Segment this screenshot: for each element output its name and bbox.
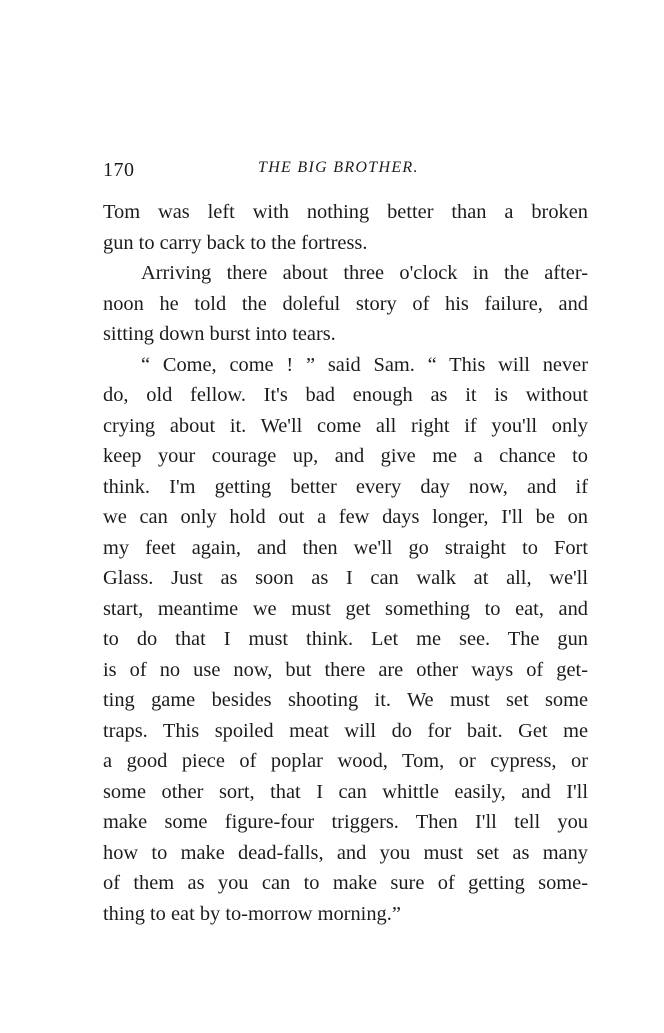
- text-line: Arriving there about three o'clock in the after-: [141, 262, 588, 284]
- text-line: of them as you can to make sure of getting some-: [103, 872, 588, 894]
- text-line: how to make dead-falls, and you must set as many: [103, 841, 588, 864]
- text-line: my feet again, and then we'll go straight to Fort: [103, 536, 588, 559]
- running-head: THE BIG BROTHER.: [258, 159, 419, 176]
- text-line: traps. This spoiled meat will do for bait. Get me: [103, 719, 588, 742]
- text-line: a good piece of poplar wood, Tom, or cypress, or: [103, 750, 588, 772]
- text-line: crying about it. We'll come all right if you'll only: [103, 414, 588, 437]
- text-line: noon he told the doleful story of his failure, and: [103, 292, 588, 315]
- page-header: [103, 159, 588, 183]
- page-number: 170: [103, 159, 135, 181]
- text-line: gun to carry back to the fortress.: [103, 231, 368, 254]
- text-line: make some figure-four triggers. Then I'll tell you: [103, 811, 588, 833]
- text-line: we can only hold out a few days longer, I'll be on: [103, 506, 588, 528]
- text-line: think. I'm getting better every day now, and if: [103, 475, 588, 498]
- text-line: thing to eat by to-morrow morning.”: [103, 902, 401, 925]
- text-line: Tom was left with nothing better than a broken: [103, 201, 588, 223]
- text-line: ting game besides shooting it. We must set some: [103, 689, 588, 711]
- text-line: to do that I must think. Let me see. The gun: [103, 628, 588, 650]
- page-text: [103, 197, 588, 929]
- text-line: Glass. Just as soon as I can walk at all, we'll: [103, 567, 588, 589]
- text-line: some other sort, that I can whittle easily, and I'll: [103, 780, 588, 803]
- text-line: start, meantime we must get something to eat, and: [103, 597, 588, 620]
- text-line: “ Come, come ! ” said Sam. “ This will never: [141, 353, 588, 376]
- text-line: do, old fellow. It's bad enough as it is without: [103, 384, 588, 406]
- text-line: keep your courage up, and give me a chance to: [103, 445, 588, 467]
- text-line: sitting down burst into tears.: [103, 323, 336, 345]
- text-line: is of no use now, but there are other ways of get-: [103, 658, 588, 681]
